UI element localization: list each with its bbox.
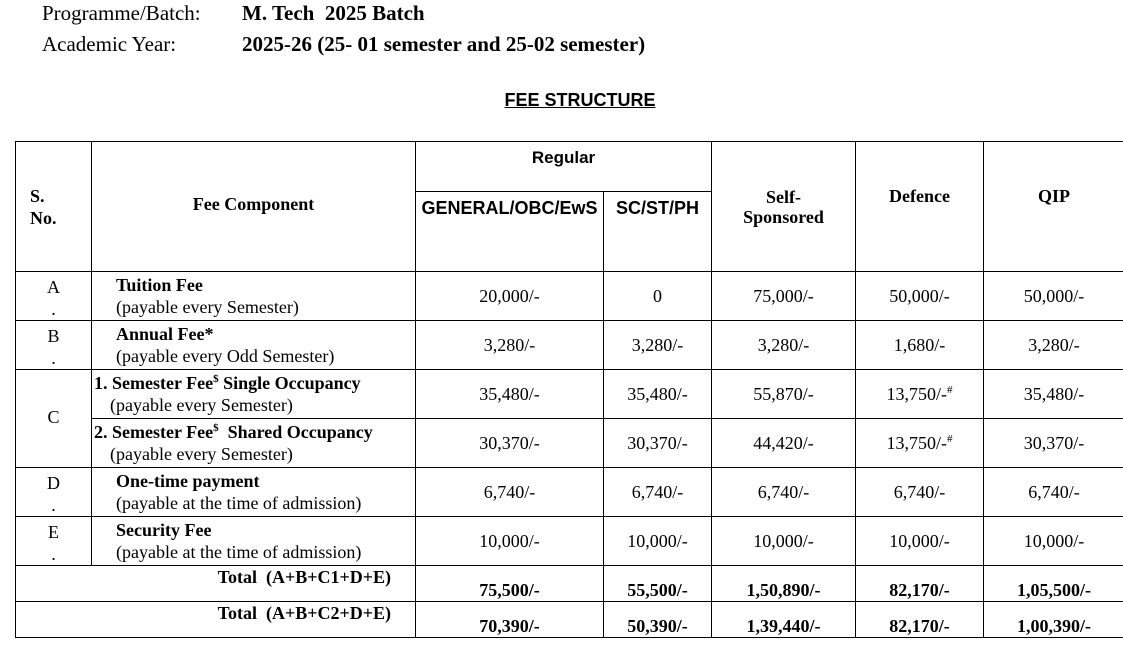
cell-self: 75,000/- (712, 272, 856, 321)
row-sno: B . (16, 321, 92, 370)
table-row (16, 370, 1123, 419)
cell-self: 6,740/- (712, 468, 856, 517)
total-label: Total (A+B+C2+D+E) (16, 602, 416, 638)
total-scst: 50,390/- (604, 602, 712, 638)
year-value: 2025-26 (25- 01 semester and 25-02 semester) (242, 32, 646, 56)
header-general: GENERAL/OBC/EwS (416, 192, 604, 272)
header-row (16, 142, 1123, 192)
header-regular: Regular (416, 142, 712, 192)
cell-scst: 30,370/- (604, 419, 712, 468)
cell-self: 3,280/- (712, 321, 856, 370)
row-sno: A . (16, 272, 92, 321)
header-sno: S. No. (16, 142, 92, 272)
cell-qip: 35,480/- (984, 370, 1123, 419)
page-title: FEE STRUCTURE (504, 90, 656, 110)
programme-batch-line (42, 0, 425, 26)
row-component: Tuition Fee (payable every Semester) (92, 272, 416, 321)
row-component: Security Fee (payable at the time of admission) (92, 517, 416, 566)
cell-qip: 3,280/- (984, 321, 1123, 370)
cell-scst: 10,000/- (604, 517, 712, 566)
cell-general: 3,280/- (416, 321, 604, 370)
total-self: 1,39,440/- (712, 602, 856, 638)
programme-label: Programme/Batch: (42, 1, 201, 25)
table-row (16, 419, 1123, 468)
fee-table (15, 141, 1123, 638)
programme-value: M. Tech 2025 Batch (242, 1, 425, 25)
row-sno: D . (16, 468, 92, 517)
cell-defence: 50,000/- (856, 272, 984, 321)
table-row (16, 272, 1123, 321)
table-row (16, 517, 1123, 566)
total-qip: 1,00,390/- (984, 602, 1123, 638)
cell-defence: 13,750/-# (856, 419, 984, 468)
row-sno: C (16, 370, 92, 468)
total-general: 75,500/- (416, 566, 604, 602)
cell-self: 10,000/- (712, 517, 856, 566)
total-row (16, 602, 1123, 638)
cell-qip: 10,000/- (984, 517, 1123, 566)
total-qip: 1,05,500/- (984, 566, 1123, 602)
total-defence: 82,170/- (856, 566, 984, 602)
header-defence: Defence (856, 142, 984, 272)
year-label: Academic Year: (42, 32, 177, 56)
total-scst: 55,500/- (604, 566, 712, 602)
header-qip: QIP (984, 142, 1123, 272)
cell-scst: 35,480/- (604, 370, 712, 419)
cell-self: 55,870/- (712, 370, 856, 419)
cell-qip: 6,740/- (984, 468, 1123, 517)
cell-scst: 3,280/- (604, 321, 712, 370)
academic-year-line (42, 31, 645, 57)
cell-general: 20,000/- (416, 272, 604, 321)
table-row (16, 468, 1123, 517)
cell-defence: 10,000/- (856, 517, 984, 566)
cell-defence: 1,680/- (856, 321, 984, 370)
cell-defence: 13,750/-# (856, 370, 984, 419)
header-scst: SC/ST/PH (604, 192, 712, 272)
header-self-sponsored: Self-Sponsored (712, 142, 856, 272)
cell-self: 44,420/- (712, 419, 856, 468)
total-general: 70,390/- (416, 602, 604, 638)
cell-defence: 6,740/- (856, 468, 984, 517)
total-label: Total (A+B+C1+D+E) (16, 566, 416, 602)
cell-scst: 0 (604, 272, 712, 321)
total-row (16, 566, 1123, 602)
row-component: Annual Fee* (payable every Odd Semester) (92, 321, 416, 370)
cell-general: 30,370/- (416, 419, 604, 468)
cell-general: 35,480/- (416, 370, 604, 419)
row-sno: E . (16, 517, 92, 566)
total-self: 1,50,890/- (712, 566, 856, 602)
cell-qip: 30,370/- (984, 419, 1123, 468)
cell-general: 6,740/- (416, 468, 604, 517)
total-defence: 82,170/- (856, 602, 984, 638)
row-component: 1. Semester Fee$ Single Occupancy (payable every Semester) (92, 370, 416, 419)
row-component: 2. Semester Fee$ Shared Occupancy (payable every Semester) (92, 419, 416, 468)
table-row (16, 321, 1123, 370)
cell-qip: 50,000/- (984, 272, 1123, 321)
cell-scst: 6,740/- (604, 468, 712, 517)
header-component: Fee Component (92, 142, 416, 272)
row-component: One-time payment (payable at the time of admission) (92, 468, 416, 517)
cell-general: 10,000/- (416, 517, 604, 566)
